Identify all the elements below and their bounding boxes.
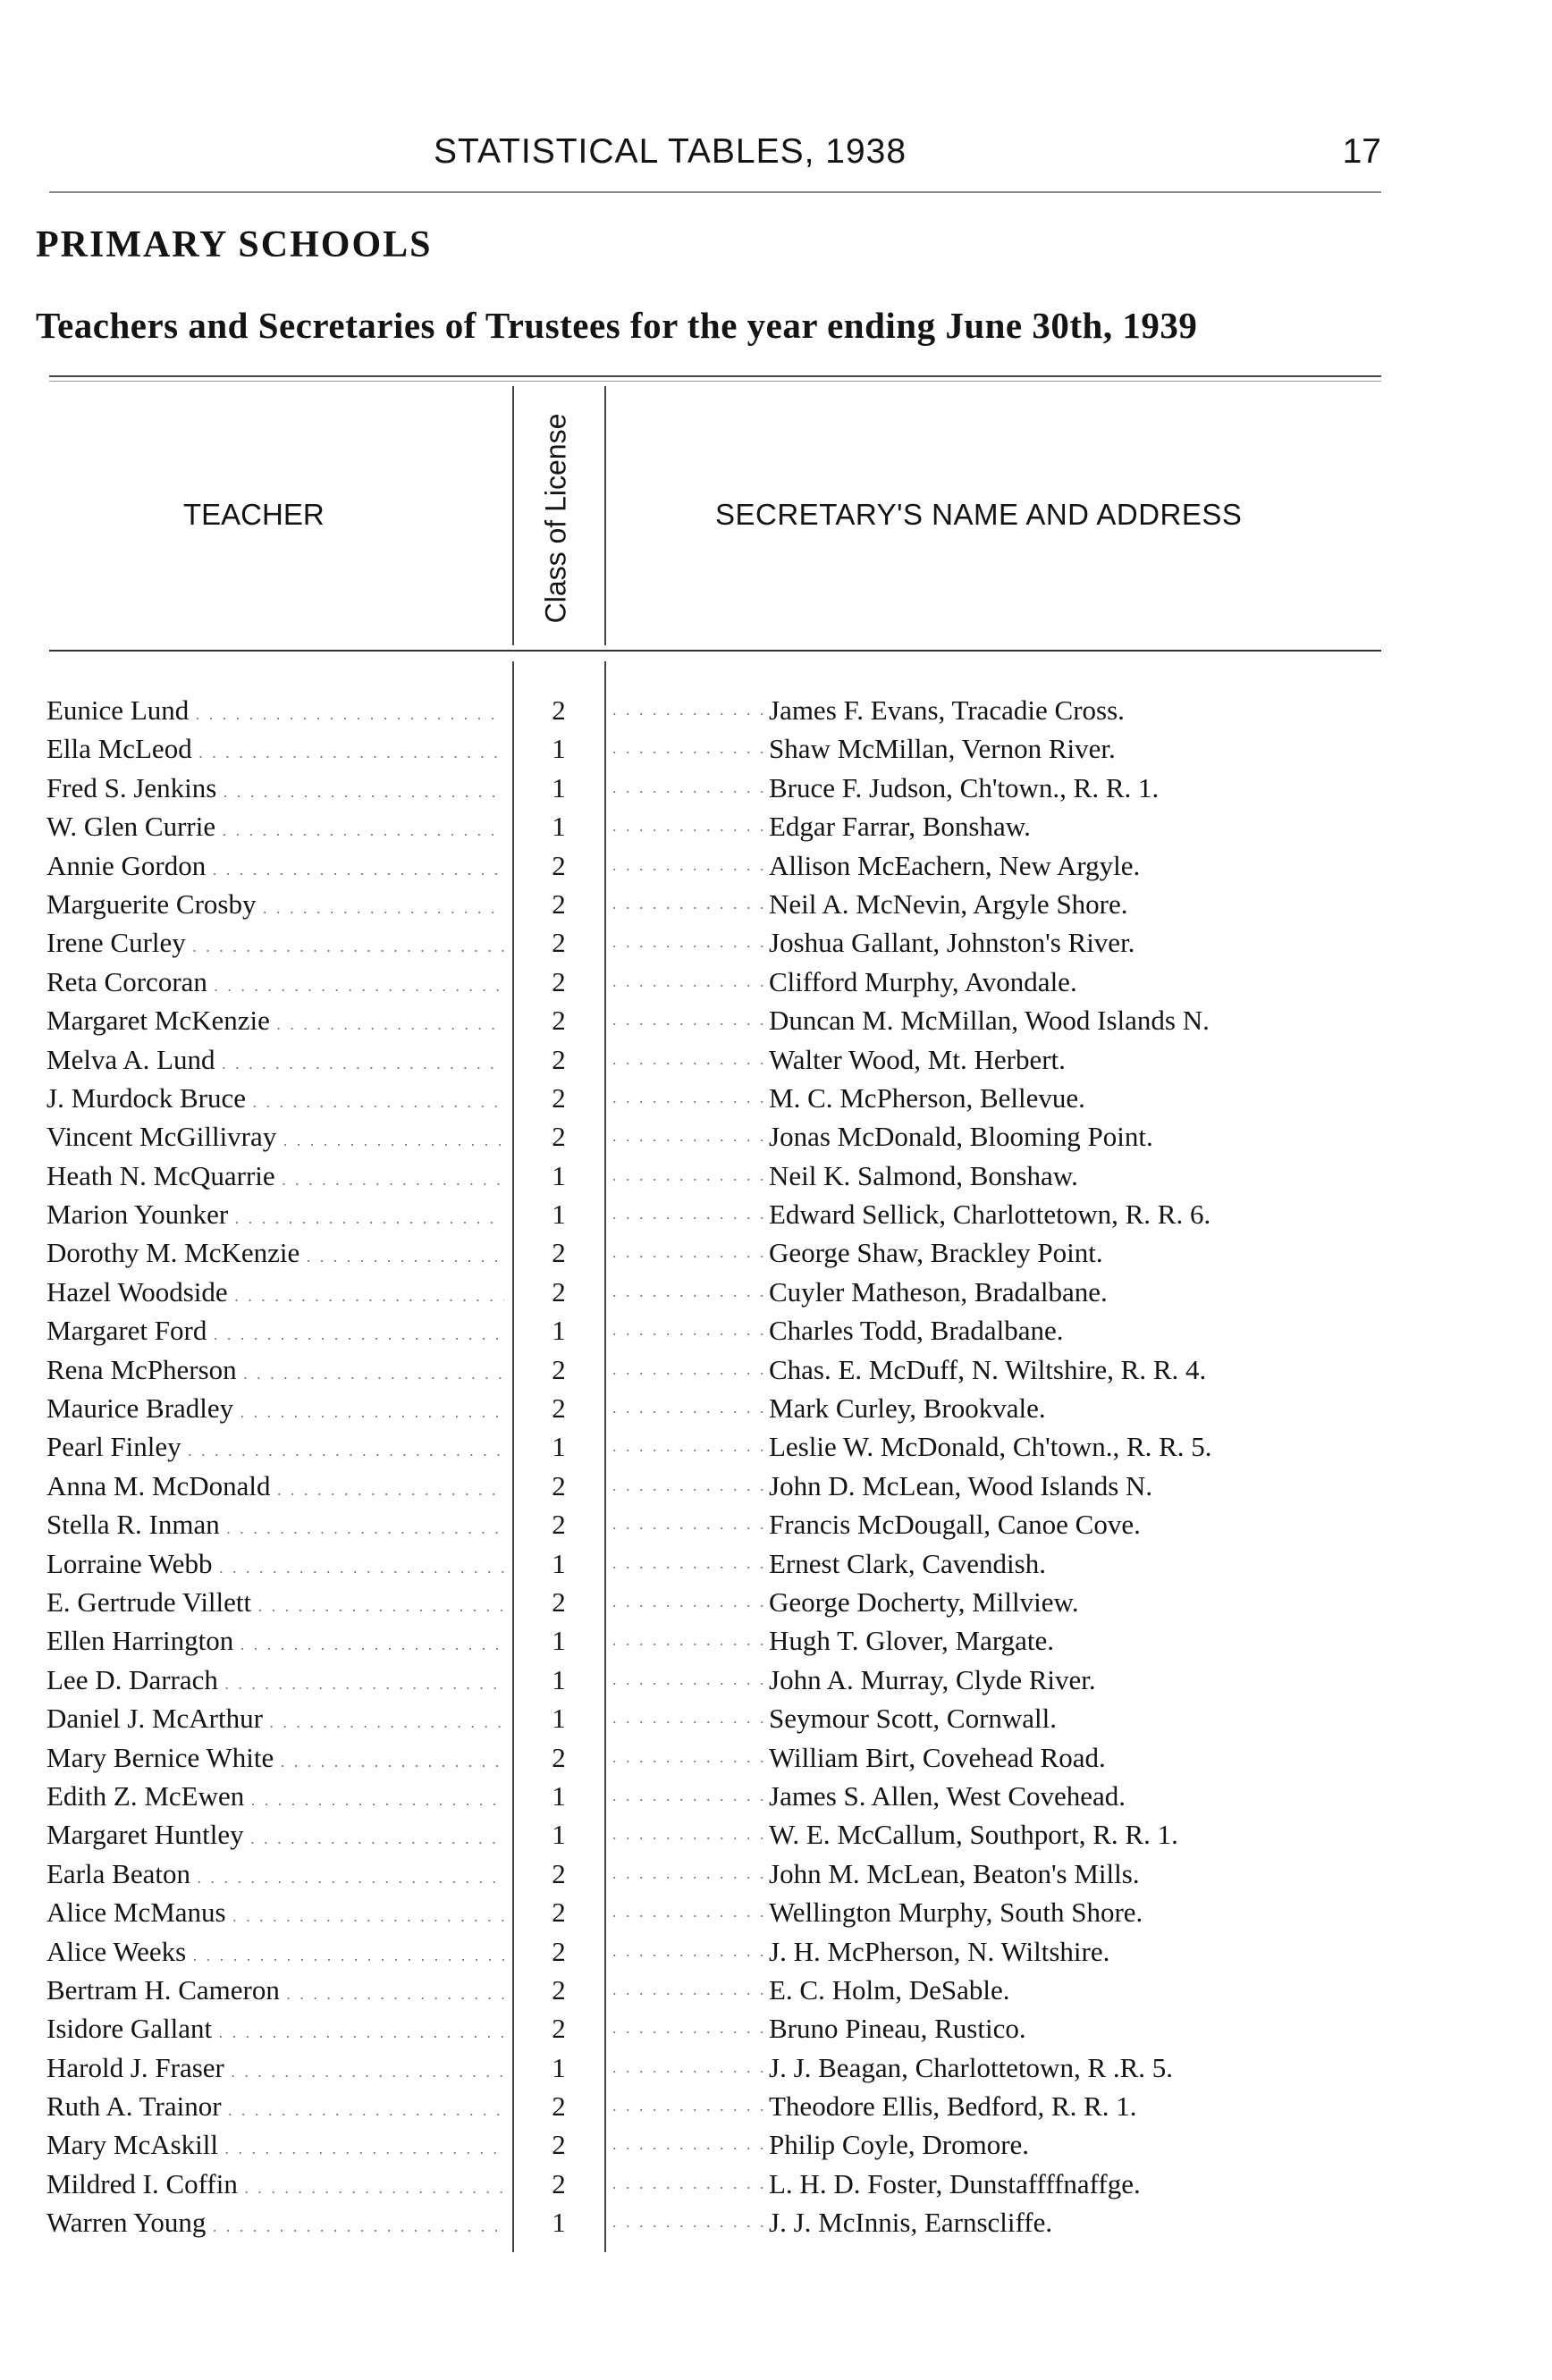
license-class: 2 — [552, 1857, 566, 1889]
license-class: 2 — [552, 1121, 566, 1153]
dot-leader — [612, 807, 764, 845]
license-class: 1 — [552, 1431, 566, 1463]
table-row — [0, 885, 1552, 923]
teacher-name: Ruth A. Trainor . . . — [46, 2087, 504, 2130]
secretary-name-address: Cuyler Matheson, Bradalbane. — [769, 1275, 1108, 1308]
teacher-name: Rena McPherson . . . — [46, 1350, 504, 1393]
teacher-name: Vincent McGillivray . . . — [46, 1117, 504, 1160]
license-class: 2 — [552, 849, 566, 881]
secretary-name-address: Shaw McMillan, Vernon River. — [769, 733, 1116, 765]
secretary-name-address: George Docherty, Millview. — [769, 1585, 1079, 1618]
teacher-name: Hazel Woodside . . . — [46, 1273, 504, 1316]
dot-leader — [612, 963, 764, 1001]
teacher-name: Warren Young . . . — [46, 2203, 504, 2246]
table-body — [0, 691, 1552, 2242]
dot-leader — [612, 1583, 764, 1621]
table-row — [0, 1505, 1552, 1543]
secretary-name-address: Walter Wood, Mt. Herbert. — [769, 1043, 1066, 1075]
secretary-name-address: James S. Allen, West Covehead. — [769, 1779, 1126, 1812]
teacher-name: Irene Curley . . . — [46, 923, 504, 966]
license-class: 1 — [552, 1819, 566, 1851]
teacher-name: Maurice Bradley . . . — [46, 1389, 504, 1432]
dot-leader — [612, 2009, 764, 2048]
table-row — [0, 1893, 1552, 1931]
table-row — [0, 807, 1552, 845]
license-class: 2 — [552, 1353, 566, 1385]
secretary-name-address: Allison McEachern, New Argyle. — [769, 849, 1141, 881]
dot-leader — [612, 1117, 764, 1156]
teacher-name: Harold J. Fraser . . . — [46, 2048, 504, 2091]
teacher-name: Daniel J. McArthur . . . — [46, 1699, 504, 1742]
table-top-rule-secondary — [49, 381, 1381, 382]
secretary-name-address: L. H. D. Foster, Dunstaffffnaffge. — [769, 2167, 1141, 2199]
license-class: 2 — [552, 1275, 566, 1308]
teacher-name: E. Gertrude Villett . . . — [46, 1583, 504, 1626]
table-row — [0, 1971, 1552, 2009]
license-class: 1 — [552, 733, 566, 765]
table-row — [0, 1311, 1552, 1350]
table-row — [0, 1777, 1552, 1815]
dot-leader — [612, 1932, 764, 1971]
dot-leader — [612, 1467, 764, 1505]
license-class: 2 — [552, 887, 566, 920]
teacher-name: Annie Gordon . . . — [46, 846, 504, 889]
license-class: 2 — [552, 2167, 566, 2199]
secretary-name-address: Clifford Murphy, Avondale. — [769, 965, 1077, 997]
secretary-name-address: W. E. McCallum, Southport, R. R. 1. — [769, 1819, 1178, 1851]
table-row — [0, 1040, 1552, 1079]
table-row — [0, 2087, 1552, 2125]
secretary-name-address: Bruce F. Judson, Ch'town., R. R. 1. — [769, 771, 1160, 803]
table-row — [0, 2125, 1552, 2164]
teacher-name: Melva A. Lund . . . — [46, 1040, 504, 1083]
dot-leader — [612, 1971, 764, 2009]
dot-leader — [612, 1738, 764, 1777]
dot-leader — [612, 691, 764, 729]
table-row — [0, 1350, 1552, 1389]
license-class: 1 — [552, 1625, 566, 1657]
running-header — [49, 132, 1381, 177]
secretary-name-address: E. C. Holm, DeSable. — [769, 1973, 1010, 2006]
table-subtitle: Teachers and Secretaries of Trustees for the year ending June 30th, 1939 — [36, 305, 1198, 346]
teacher-name: Alice McManus . . . — [46, 1893, 504, 1936]
teacher-name: Heath N. McQuarrie . . . — [46, 1156, 504, 1199]
dot-leader — [612, 1079, 764, 1117]
table-row — [0, 963, 1552, 1001]
teacher-name: Margaret McKenzie . . . — [46, 1001, 504, 1044]
license-class: 2 — [552, 1469, 566, 1501]
secretary-name-address: J. H. McPherson, N. Wiltshire. — [769, 1935, 1110, 1967]
secretary-name-address: J. J. McInnis, Earnscliffe. — [769, 2207, 1053, 2239]
license-class: 2 — [552, 2013, 566, 2045]
dot-leader — [612, 923, 764, 962]
header-rule — [49, 191, 1381, 193]
license-class: 2 — [552, 1585, 566, 1618]
license-class: 2 — [552, 1005, 566, 1037]
table-row — [0, 1699, 1552, 1737]
license-class: 2 — [552, 1081, 566, 1114]
dot-leader — [612, 2087, 764, 2125]
table-row — [0, 1156, 1552, 1195]
teacher-name: W. Glen Currie . . . — [46, 807, 504, 850]
teacher-name: Lorraine Webb . . . — [46, 1544, 504, 1587]
dot-leader — [612, 1389, 764, 1427]
dot-leader — [612, 1661, 764, 1699]
teacher-name: Ellen Harrington . . . — [46, 1621, 504, 1664]
secretary-name-address: Chas. E. McDuff, N. Wiltshire, R. R. 4. — [769, 1353, 1207, 1385]
table-row — [0, 2203, 1552, 2241]
teacher-name: Anna M. McDonald . . . — [46, 1467, 504, 1510]
teacher-name: Ella McLeod . . . — [46, 729, 504, 772]
table-row — [0, 1621, 1552, 1660]
secretary-name-address: John A. Murray, Clyde River. — [769, 1663, 1096, 1695]
dot-leader — [612, 1001, 764, 1039]
dot-leader — [612, 1427, 764, 1466]
secretary-name-address: Bruno Pineau, Rustico. — [769, 2013, 1026, 2045]
dot-leader — [612, 1544, 764, 1583]
secretary-name-address: Edgar Farrar, Bonshaw. — [769, 811, 1031, 843]
teacher-name: J. Murdock Bruce . . . — [46, 1079, 504, 1122]
license-class: 2 — [552, 2090, 566, 2123]
table-row — [0, 923, 1552, 962]
table-row — [0, 846, 1552, 885]
teacher-name: Mary Bernice White . . . — [46, 1738, 504, 1781]
table-row — [0, 1233, 1552, 1272]
secretary-name-address: James F. Evans, Tracadie Cross. — [769, 694, 1125, 726]
secretary-name-address: Hugh T. Glover, Margate. — [769, 1625, 1055, 1657]
teacher-name: Lee D. Darrach . . . — [46, 1661, 504, 1703]
section-title: PRIMARY SCHOOLS — [36, 224, 433, 265]
license-class: 2 — [552, 1043, 566, 1075]
secretary-name-address: Duncan M. McMillan, Wood Islands N. — [769, 1005, 1210, 1037]
table-row — [0, 2009, 1552, 2048]
dot-leader — [612, 1350, 764, 1389]
dot-leader — [612, 846, 764, 885]
secretary-name-address: Philip Coyle, Dromore. — [769, 2129, 1030, 2161]
dot-leader — [612, 1040, 764, 1079]
license-class: 1 — [552, 811, 566, 843]
teacher-name: Mary McAskill . . . — [46, 2125, 504, 2168]
teacher-name: Marguerite Crosby . . . — [46, 885, 504, 928]
table-row — [0, 1932, 1552, 1971]
secretary-name-address: John M. McLean, Beaton's Mills. — [769, 1857, 1140, 1889]
license-class: 2 — [552, 2129, 566, 2161]
dot-leader — [612, 1273, 764, 1311]
table-row — [0, 1427, 1552, 1466]
teacher-name: Marion Younker . . . — [46, 1195, 504, 1238]
table-row — [0, 729, 1552, 768]
teacher-name: Dorothy M. McKenzie . . . — [46, 1233, 504, 1276]
dot-leader — [612, 1311, 764, 1350]
secretary-name-address: Joshua Gallant, Johnston's River. — [769, 927, 1135, 959]
license-class: 1 — [552, 1663, 566, 1695]
dot-leader — [612, 729, 764, 768]
secretary-name-address: Theodore Ellis, Bedford, R. R. 1. — [769, 2090, 1137, 2123]
secretary-name-address: Seymour Scott, Cornwall. — [769, 1703, 1058, 1735]
secretary-name-address: Leslie W. McDonald, Ch'town., R. R. 5. — [769, 1431, 1212, 1463]
table-row — [0, 1117, 1552, 1156]
teacher-name: Margaret Ford . . . — [46, 1311, 504, 1354]
teacher-name: Pearl Finley . . . — [46, 1427, 504, 1470]
secretary-name-address: Neil K. Salmond, Bonshaw. — [769, 1159, 1078, 1191]
table-row — [0, 691, 1552, 729]
license-class: 1 — [552, 771, 566, 803]
table-row — [0, 1079, 1552, 1117]
secretary-name-address: Wellington Murphy, South Shore. — [769, 1896, 1143, 1929]
table-row — [0, 1738, 1552, 1777]
table-row — [0, 1195, 1552, 1233]
license-class: 2 — [552, 694, 566, 726]
teacher-name: Mildred I. Coffin . . . — [46, 2165, 504, 2208]
secretary-name-address: J. J. Beagan, Charlottetown, R .R. 5. — [769, 2051, 1174, 2083]
table-row — [0, 769, 1552, 807]
teacher-name: Stella R. Inman . . . — [46, 1505, 504, 1548]
dot-leader — [612, 885, 764, 923]
license-class: 1 — [552, 1159, 566, 1191]
table-row — [0, 1854, 1552, 1893]
teacher-name: Reta Corcoran . . . — [46, 963, 504, 1005]
secretary-name-address: Neil A. McNevin, Argyle Shore. — [769, 887, 1128, 920]
secretary-name-address: John D. McLean, Wood Islands N. — [769, 1469, 1153, 1501]
license-class: 1 — [552, 1198, 566, 1231]
table-row — [0, 1583, 1552, 1621]
secretary-name-address: Mark Curley, Brookvale. — [769, 1392, 1046, 1425]
dot-leader — [612, 2048, 764, 2087]
dot-leader — [612, 1621, 764, 1660]
dot-leader — [612, 1233, 764, 1272]
teacher-name: Alice Weeks . . . — [46, 1932, 504, 1975]
page-number: 17 — [1342, 132, 1381, 171]
dot-leader — [612, 2165, 764, 2203]
secretary-name-address: George Shaw, Brackley Point. — [769, 1237, 1103, 1269]
table-row — [0, 1815, 1552, 1854]
license-class: 2 — [552, 1741, 566, 1773]
teacher-name: Bertram H. Cameron . . . — [46, 1971, 504, 2014]
dot-leader — [612, 1156, 764, 1195]
column-header-class-of-license: Class of License — [539, 413, 572, 624]
dot-leader — [612, 2125, 764, 2164]
teacher-name: Eunice Lund . . . — [46, 691, 504, 734]
table-row — [0, 1467, 1552, 1505]
license-class: 2 — [552, 927, 566, 959]
license-class: 2 — [552, 1237, 566, 1269]
secretary-name-address: Ernest Clark, Cavendish. — [769, 1547, 1046, 1579]
dot-leader — [612, 1854, 764, 1893]
running-title: STATISTICAL TABLES, 1938 — [434, 132, 907, 171]
license-class: 1 — [552, 1315, 566, 1347]
dot-leader — [612, 1893, 764, 1931]
license-class: 1 — [552, 1703, 566, 1735]
table-row — [0, 1661, 1552, 1699]
table-row — [0, 2048, 1552, 2087]
license-class: 2 — [552, 965, 566, 997]
secretary-name-address: Edward Sellick, Charlottetown, R. R. 6. — [769, 1198, 1211, 1231]
teacher-name: Earla Beaton . . . — [46, 1854, 504, 1897]
license-class: 1 — [552, 1547, 566, 1579]
column-divider — [604, 386, 606, 645]
table-row — [0, 1544, 1552, 1583]
license-class: 2 — [552, 1935, 566, 1967]
table-row — [0, 2165, 1552, 2203]
header-bottom-rule — [49, 650, 1381, 652]
license-class: 2 — [552, 1392, 566, 1425]
dot-leader — [612, 1195, 764, 1233]
dot-leader — [612, 1699, 764, 1737]
license-class: 1 — [552, 1779, 566, 1812]
dot-leader — [612, 1505, 764, 1543]
teacher-name: Isidore Gallant . . . — [46, 2009, 504, 2052]
license-class: 2 — [552, 1509, 566, 1541]
table-row — [0, 1389, 1552, 1427]
table-top-rule — [49, 375, 1381, 377]
table-row — [0, 1273, 1552, 1311]
column-header-teacher: TEACHER — [183, 498, 325, 531]
secretary-name-address: Francis McDougall, Canoe Cove. — [769, 1509, 1141, 1541]
teacher-name: Margaret Huntley . . . — [46, 1815, 504, 1858]
license-class: 1 — [552, 2051, 566, 2083]
dot-leader — [612, 1777, 764, 1815]
secretary-name-address: William Birt, Covehead Road. — [769, 1741, 1106, 1773]
dot-leader — [612, 1815, 764, 1854]
dot-leader — [612, 2203, 764, 2241]
license-class: 2 — [552, 1973, 566, 2006]
table-row — [0, 1001, 1552, 1039]
column-header-secretary: SECRETARY'S NAME AND ADDRESS — [715, 498, 1243, 531]
secretary-name-address: M. C. McPherson, Bellevue. — [769, 1081, 1085, 1114]
column-divider — [512, 386, 514, 645]
license-class: 1 — [552, 2207, 566, 2239]
secretary-name-address: Jonas McDonald, Blooming Point. — [769, 1121, 1153, 1153]
teacher-name: Fred S. Jenkins . . . — [46, 769, 504, 812]
license-class: 2 — [552, 1896, 566, 1929]
dot-leader — [612, 769, 764, 807]
teacher-name: Edith Z. McEwen . . . — [46, 1777, 504, 1820]
secretary-name-address: Charles Todd, Bradalbane. — [769, 1315, 1064, 1347]
